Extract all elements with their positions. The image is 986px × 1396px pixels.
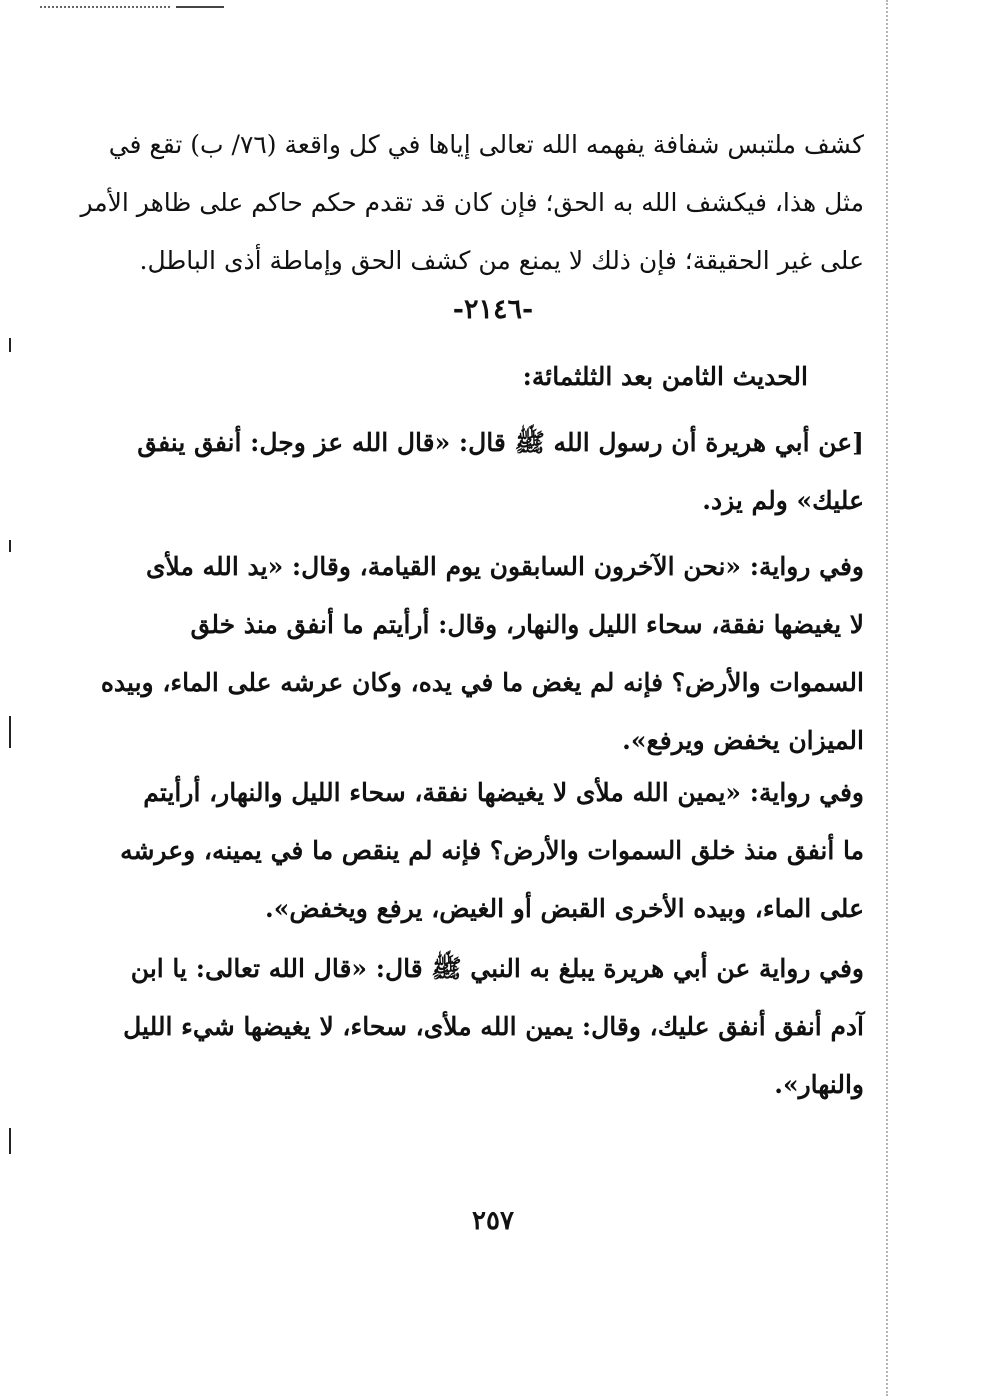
scan-artifact-tick — [9, 716, 11, 748]
text-line: [عن أبي هريرة أن رسول الله ﷺ قال: «قال الله عز وجل: أنفق ينفق — [137, 428, 864, 457]
continuation-paragraph — [80, 116, 864, 290]
text-line: عليك» ولم يزد. — [702, 486, 864, 515]
text-line: والنهار». — [774, 1070, 864, 1099]
text-line: السموات والأرض؟ فإنه لم يغض ما في يده، وكان عرشه على الماء، وبيده — [100, 668, 864, 697]
hadith-number: -٢١٤٦- — [452, 294, 534, 325]
text-line: وفي رواية: «يمين الله ملأى لا يغيضها نفقة، سحاء الليل والنهار، أرأيتم — [143, 778, 864, 807]
text-line: على الماء، وبيده الأخرى القبض أو الغيض، يرفع ويخفض». — [265, 894, 864, 923]
page-number: ٢٥٧ — [472, 1206, 514, 1236]
scan-artifact-line — [176, 6, 224, 8]
text-line: الميزان يخفض ويرفع». — [622, 726, 864, 755]
scan-artifact-dashes — [40, 6, 170, 8]
hadith-paragraph — [137, 414, 864, 530]
text-line: وفي رواية: «نحن الآخرون السابقون يوم القيامة، وقال: «يد الله ملأى — [145, 552, 864, 581]
narration-paragraph — [120, 764, 864, 938]
scan-artifact-dotted-margin — [886, 0, 888, 1396]
narration-paragraph — [100, 538, 864, 770]
scan-artifact-tick — [9, 1128, 11, 1154]
scan-artifact-tick — [9, 540, 11, 552]
narration-paragraph — [123, 940, 864, 1114]
text-line: مثل هذا، فيكشف الله به الحق؛ فإن كان قد تقدم حكم حاكم على ظاهر الأمر — [80, 188, 864, 217]
text-line: وفي رواية عن أبي هريرة يبلغ به النبي ﷺ قال: «قال الله تعالى: يا ابن — [130, 954, 864, 983]
text-line: ما أنفق منذ خلق السموات والأرض؟ فإنه لم ينقص ما في يمينه، وعرشه — [120, 836, 864, 865]
scan-artifact-tick — [9, 338, 11, 352]
text-line: لا يغيضها نفقة، سحاء الليل والنهار، وقال: أرأيتم ما أنفق منذ خلق — [190, 610, 864, 639]
text-line: آدم أنفق أنفق عليك، وقال: يمين الله ملأى، سحاء، لا يغيضها شيء الليل — [123, 1012, 864, 1041]
text-line: كشف ملتبس شفافة يفهمه الله تعالى إياها في كل واقعة (٧٦/ ب) تقع في — [108, 130, 864, 159]
text-line: على غير الحقيقة؛ فإن ذلك لا يمنع من كشف الحق وإماطة أذى الباطل. — [139, 246, 864, 275]
section-heading: الحديث الثامن بعد الثلثمائة: — [522, 362, 808, 391]
